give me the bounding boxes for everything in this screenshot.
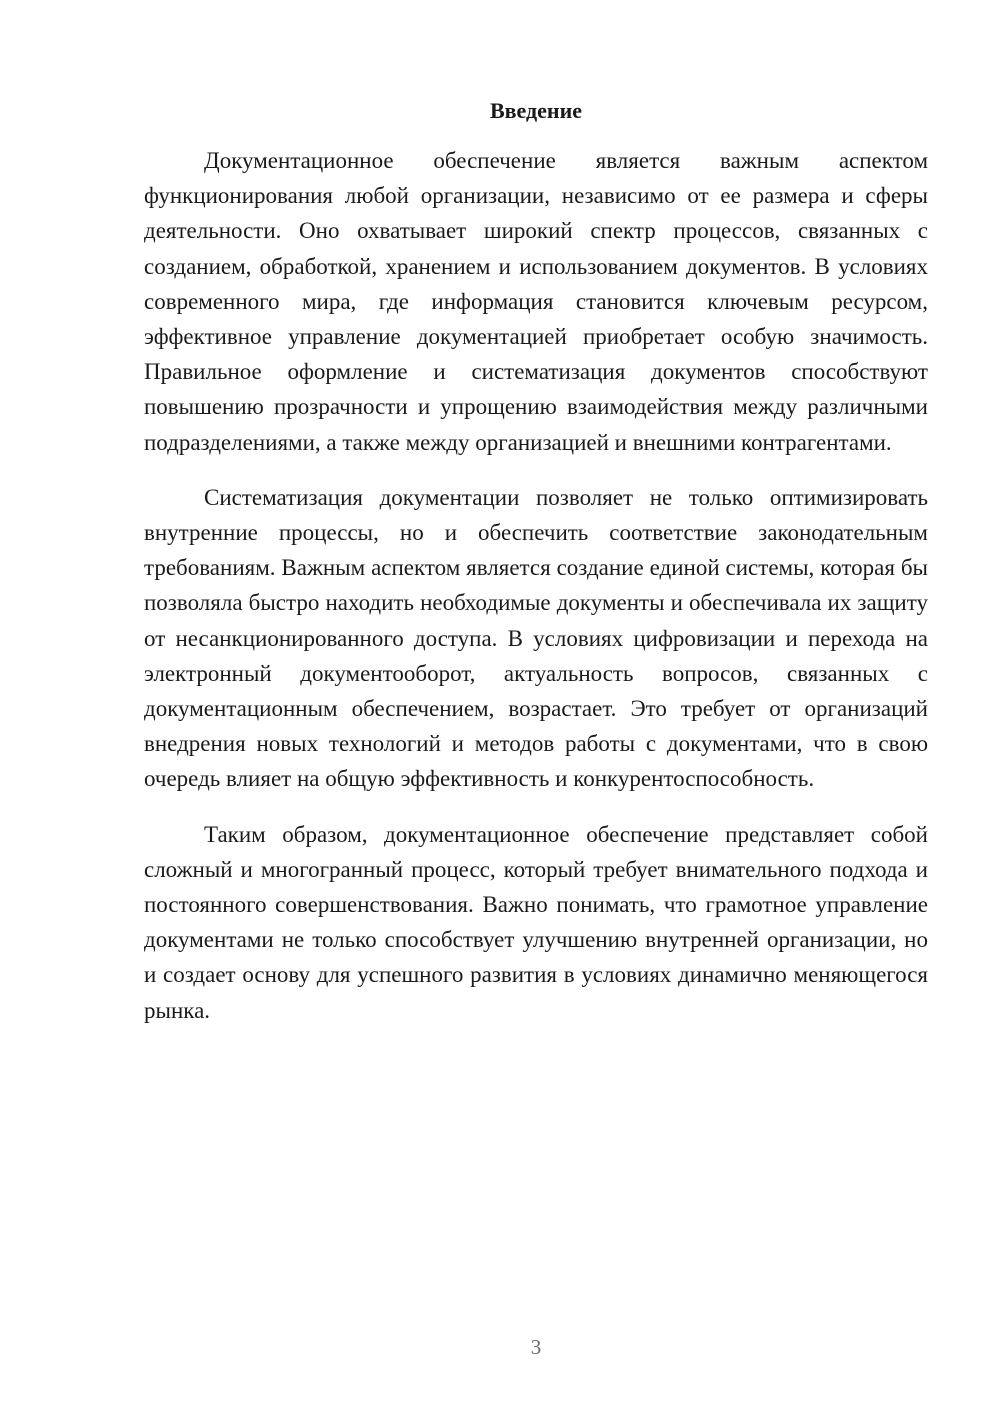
section-heading: Введение [489, 98, 583, 123]
paragraph-3: Таким образом, документационное обеспечение представляет собой сложный и многогранный процесс, который требует внимательного подхода и постоянного совершенствования. Важно понимать, что грамотное управление документами не только способствует улучшению внутренней организации, но и создает основу для успешного развития в условиях динамично меняющегося рынка. [144, 821, 928, 1023]
page-number: 3 [530, 1335, 542, 1359]
document-body [144, 143, 928, 1048]
paragraph-2: Систематизация документации позволяет не только оптимизировать внутренние процессы, но и обеспечить соответствие законодательным требованиям. Важным аспектом является создание единой системы, которая бы позволяла быстро находить необходимые документы и обеспечивала их защиту от несанкционированного доступа. В условиях цифровизации и перехода на электронный документооборот, актуальность вопросов, связанных с документационным обеспечением, возрастает. Это требует от организаций внедрения новых технологий и методов работы с документами, что в свою очередь влияет на общую эффективность и конкурентоспособность. [144, 484, 928, 792]
paragraph-1: Документационное обеспечение является важным аспектом функционирования любой организации, независимо от ее размера и сферы деятельности. Оно охватывает широкий спектр процессов, связанных с созданием, обработкой, хранением и использованием документов. В условиях современного мира, где информация становится ключевым ресурсом, эффективное управление документацией приобретает особую значимость. Правильное оформление и систематизация документов способствуют повышению прозрачности и упрощению взаимодействия между различными подразделениями, а также между организацией и внешними контрагентами. [144, 148, 928, 455]
